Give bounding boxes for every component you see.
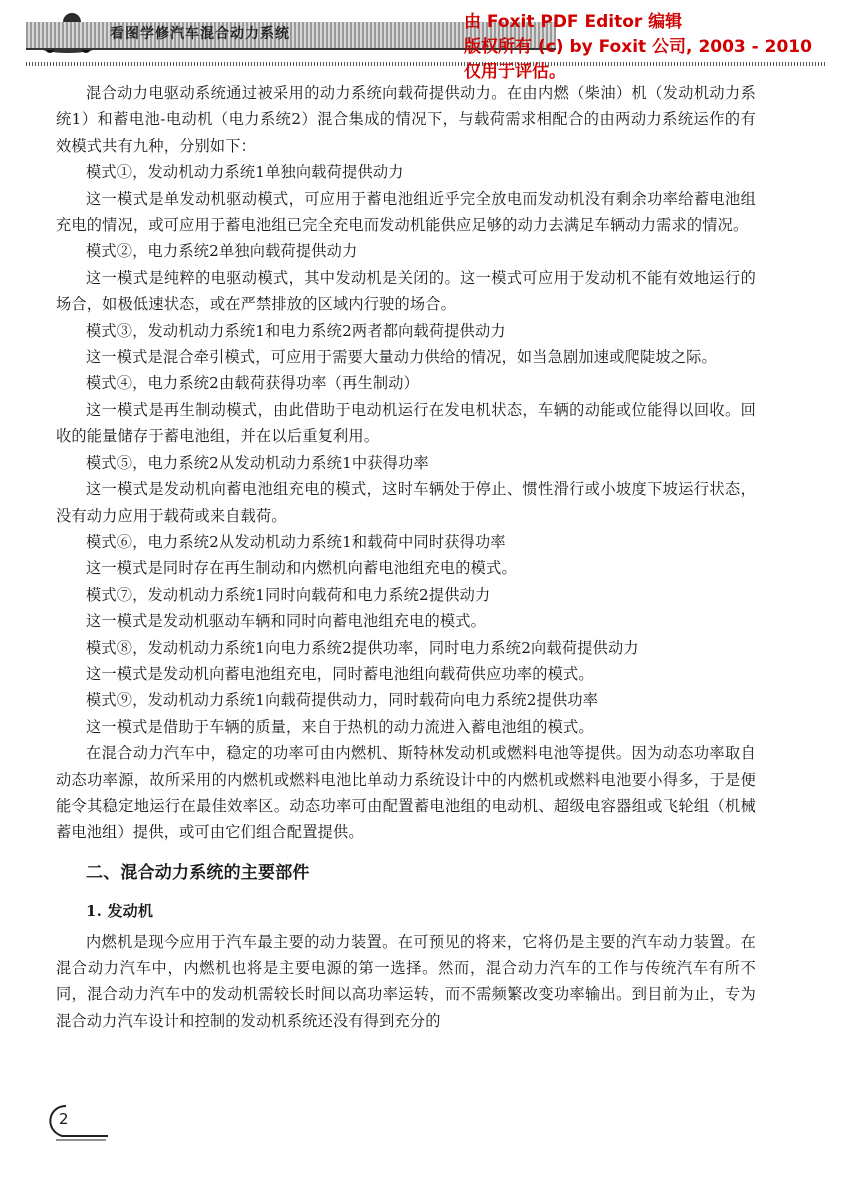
mode-title: 模式⑤，电力系统2从发动机动力系统1中获得功率 bbox=[86, 453, 429, 472]
paragraph: 这一模式是发动机向蓄电池组充电，同时蓄电池组向载荷供应功率的模式。 bbox=[86, 664, 594, 683]
subsection-heading: 1. 发动机 bbox=[86, 902, 154, 921]
watermark-line-1: 由 Foxit PDF Editor 编辑 bbox=[464, 12, 683, 32]
foxit-watermark bbox=[464, 10, 844, 85]
mode-title: 模式②，电力系统2单独向载荷提供动力 bbox=[86, 242, 358, 261]
paragraph: 这一模式是借助于车辆的质量，来自于热机的动力流进入蓄电池组的模式。 bbox=[86, 717, 594, 736]
mode-title: 模式①，发动机动力系统1单独向载荷提供动力 bbox=[86, 163, 404, 182]
book-title: 看图学修汽车混合动力系统 bbox=[110, 26, 290, 42]
paragraph: 在混合动力汽车中，稳定的功率可由内燃机、斯特林发动机或燃料电池等提供。因为动态功率取自动态功率源，故所采用的内燃机或燃料电池比单动力系统设计中的内燃机或燃料电池要小得多，于是便能令其稳定地运行在最佳效率区。动态功率可由配置蓄电池组的电动机、超级电容器组或飞轮组（机械蓄电池组）提供，或可由它们组合配置提供。 bbox=[56, 744, 756, 842]
watermark-line-2: 版权所有 (c) by Foxit 公司, 2003 - 2010 bbox=[464, 37, 812, 57]
paragraph: 混合动力电驱动系统通过被采用的动力系统向载荷提供动力。在由内燃（柴油）机（发动机动力系统1）和蓄电池-电动机（电力系统2）混合集成的情况下，与载荷需求相配合的由两动力系统运作的有效模式共有九种，分别如下： bbox=[56, 84, 756, 155]
page-body bbox=[56, 80, 756, 1034]
watermark-line-3: 仅用于评估。 bbox=[464, 62, 566, 82]
paragraph: 这一模式是单发动机驱动模式，可应用于蓄电池组近乎完全放电而发动机没有剩余功率给蓄电池组充电的情况，或可应用于蓄电池组已完全充电而发动机能供应足够的动力去满足车辆动力需求的情况。 bbox=[56, 189, 756, 235]
mode-title: 模式④，电力系统2由载荷获得功率（再生制动） bbox=[86, 374, 420, 393]
paragraph: 这一模式是同时存在再生制动和内燃机向蓄电池组充电的模式。 bbox=[86, 559, 517, 578]
paragraph: 这一模式是混合牵引模式，可应用于需要大量动力供给的情况，如当急剧加速或爬陡坡之际。 bbox=[86, 348, 717, 367]
paragraph: 这一模式是再生制动模式，由此借助于电动机运行在发电机状态，车辆的动能或位能得以回收。回收的能量储存于蓄电池组，并在以后重复利用。 bbox=[56, 400, 756, 446]
mode-title: 模式③，发动机动力系统1和电力系统2两者都向载荷提供动力 bbox=[86, 321, 506, 340]
paragraph: 这一模式是纯粹的电驱动模式，其中发动机是关闭的。这一模式可应用于发动机不能有效地运行的场合，如极低速状态，或在严禁排放的区域内行驶的场合。 bbox=[56, 268, 756, 314]
mode-title: 模式⑦，发动机动力系统1同时向载荷和电力系统2提供动力 bbox=[86, 585, 491, 604]
paragraph: 这一模式是发动机向蓄电池组充电的模式，这时车辆处于停止、惯性滑行或小坡度下坡运行状态，没有动力应用于载荷或来自载荷。 bbox=[56, 480, 756, 525]
mode-title: 模式⑨，发动机动力系统1向载荷提供动力，同时载荷向电力系统2提供功率 bbox=[86, 691, 599, 710]
page-number: 2 bbox=[59, 1110, 69, 1128]
mode-title: 模式⑧，发动机动力系统1向电力系统2提供功率，同时电力系统2向载荷提供动力 bbox=[86, 638, 639, 657]
mode-title: 模式⑥，电力系统2从发动机动力系统1和载荷中同时获得功率 bbox=[86, 532, 506, 551]
paragraph: 内燃机是现今应用于汽车最主要的动力装置。在可预见的将来，它将仍是主要的汽车动力装置。在混合动力汽车中，内燃机也将是主要电源的第一选择。然而，混合动力汽车的工作与传统汽车有所不同，混合动力汽车中的发动机需较长时间以高功率运转，而不需频繁改变功率输出。到目前为止，专为混合动力汽车设计和控制的发动机系统还没有得到充分的 bbox=[56, 932, 756, 1030]
page-number-badge bbox=[36, 1100, 116, 1144]
section-heading: 二、混合动力系统的主要部件 bbox=[86, 862, 310, 883]
paragraph: 这一模式是发动机驱动车辆和同时向蓄电池组充电的模式。 bbox=[86, 612, 487, 631]
page-number-swirl-icon bbox=[36, 1100, 116, 1144]
